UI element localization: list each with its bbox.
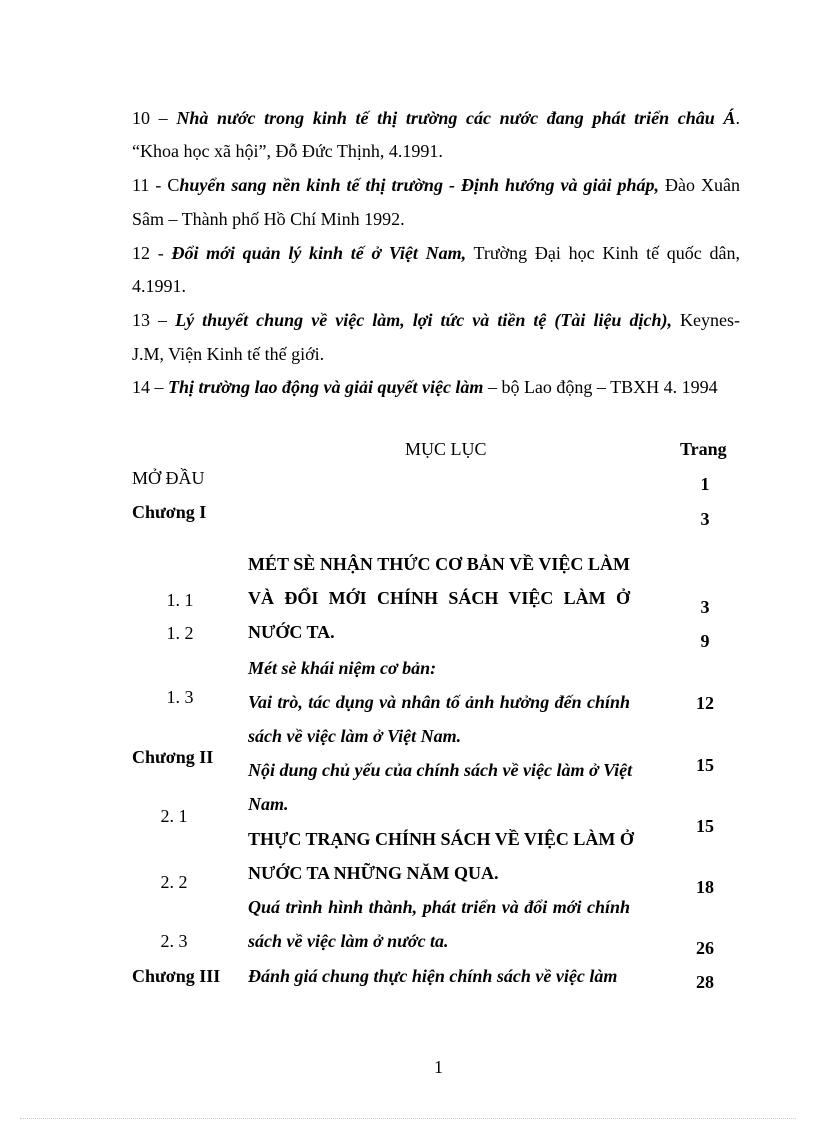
- toc-line: Quá trình hình thành, phát triển và đổi mới chính: [248, 897, 630, 917]
- reference-10-line2: “Khoa học xã hội”, Đỗ Đức Thịnh, 4.1991.: [132, 141, 443, 161]
- ref-title: huyển sang nền kinh tế thị trường - Định hướng và giải pháp,: [179, 175, 659, 195]
- toc-line: sách về việc làm ở Việt Nam.: [248, 726, 462, 746]
- toc-section-num: 2. 3: [160, 931, 188, 951]
- reference-13: [132, 309, 740, 331]
- toc-section-num: 2. 2: [160, 872, 188, 892]
- toc-page-header: Trang: [680, 439, 727, 459]
- ref-num: 13 –: [132, 310, 176, 330]
- toc-page: 28: [696, 972, 714, 992]
- reference-11-line2: Sâm – Thành phố Hồ Chí Minh 1992.: [132, 209, 405, 229]
- toc-line: Đánh giá chung thực hiện chính sách về việc làm: [248, 966, 618, 986]
- toc-line: sách về việc làm ở nước ta.: [248, 931, 449, 951]
- toc-line: Nam.: [248, 794, 289, 814]
- toc-intro: MỞ ĐẦU: [132, 468, 205, 488]
- ref-num: 12 -: [132, 243, 172, 263]
- ref-title: Đổi mới quản lý kinh tế ở Việt Nam,: [171, 243, 467, 263]
- reference-13-line2: J.M, Viện Kinh tế thế giới.: [132, 344, 325, 364]
- ref-title: Lý thuyết chung về việc làm, lợi tức và tiền tệ (Tài liệu dịch),: [175, 310, 672, 330]
- toc-page: 12: [696, 693, 714, 713]
- ref-title: Thị trường lao động và giải quyết việc làm: [168, 377, 484, 397]
- toc-chapter-1: Chương I: [132, 502, 207, 522]
- toc-page: 9: [700, 631, 710, 651]
- ref-num: 14 –: [132, 377, 168, 397]
- toc-line: VÀ ĐỔI MỚI CHÍNH SÁCH VIỆC LÀM Ở: [248, 588, 630, 608]
- toc-heading: MỤC LỤC: [405, 439, 487, 459]
- ref-num: 10 –: [132, 108, 177, 128]
- ref-rest: Keynes-: [671, 310, 741, 330]
- reference-10: [132, 107, 740, 129]
- page-bottom-border: [20, 1118, 796, 1119]
- toc-line: MÉT SÈ NHẬN THỨC CƠ BẢN VỀ VIỆC LÀM: [248, 554, 630, 574]
- toc-section-num: 1. 3: [166, 687, 194, 707]
- reference-12-line2: 4.1991.: [132, 276, 186, 296]
- reference-11: [132, 174, 740, 196]
- toc-section-num: 1. 2: [166, 623, 194, 643]
- toc-line: NƯỚC TA NHỮNG NĂM QUA.: [248, 863, 499, 883]
- toc-page: 3: [700, 509, 710, 529]
- toc-page: 1: [700, 474, 710, 494]
- ref-rest: .: [735, 108, 740, 128]
- toc-page: 3: [700, 597, 710, 617]
- toc-chapter-2: Chương II: [132, 747, 214, 767]
- toc-page: 18: [696, 877, 714, 897]
- toc-page: 15: [696, 816, 714, 836]
- toc-chapter-3: Chương III: [132, 966, 221, 986]
- toc-line: Nội dung chủ yếu của chính sách về việc làm ở Việt: [248, 760, 633, 780]
- toc-line: Vai trò, tác dụng và nhân tố ảnh hưởng đến chính: [248, 692, 630, 712]
- ref-num: 11 - C: [132, 175, 180, 195]
- toc-section-num: 1. 1: [166, 590, 194, 610]
- toc-section-num: 2. 1: [160, 806, 188, 826]
- ref-rest: Đào Xuân: [658, 175, 740, 195]
- toc-page: 26: [696, 938, 714, 958]
- ref-rest: Trường Đại học Kinh tế quốc dân,: [466, 243, 740, 263]
- toc-line: THỰC TRẠNG CHÍNH SÁCH VỀ VIỆC LÀM Ở: [248, 829, 634, 849]
- ref-rest: – bộ Lao động – TBXH 4. 1994: [483, 377, 718, 397]
- ref-title: Nhà nước trong kinh tế thị trường các nước đang phát triển châu Á: [176, 108, 736, 128]
- reference-12: [132, 242, 740, 264]
- page-number: 1: [434, 1057, 443, 1077]
- reference-14: [132, 376, 718, 398]
- toc-line: Mét sè khái niệm cơ bản:: [248, 658, 437, 678]
- toc-page: 15: [696, 755, 714, 775]
- toc-line: NƯỚC TA.: [248, 622, 335, 642]
